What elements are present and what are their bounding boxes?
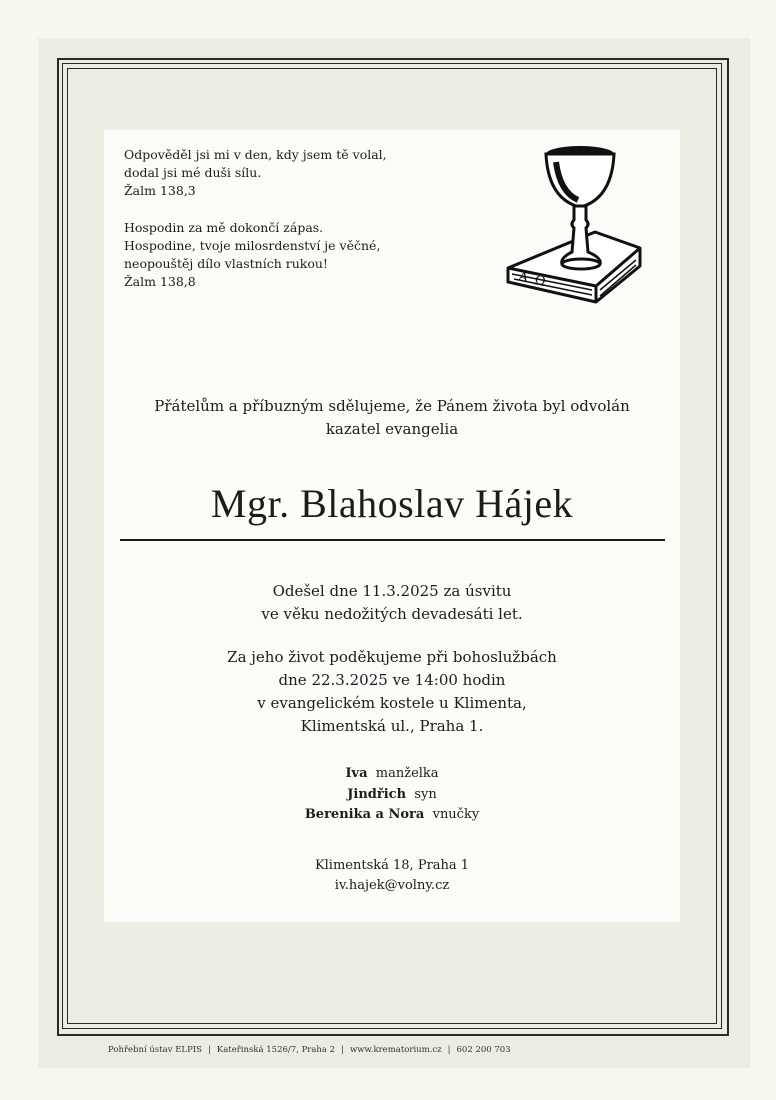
psalm1-line: Odpověděl jsi mi v den, kdy jsem tě volal,: [124, 147, 387, 162]
psalm-quote-2: [124, 219, 424, 291]
death-line: ve věku nedožitých devadesáti let.: [261, 605, 523, 623]
footer-company: Pohřební ústav ELPIS: [108, 1045, 202, 1055]
death-line: Odešel dne 11.3.2025 za úsvitu: [272, 582, 512, 600]
footer: Pohřební ústav ELPIS | Kateřinská 1526/7, Praha 2 | www.krematorium.cz | 602 200 703: [108, 1045, 511, 1055]
service-line: Za jeho život poděkujeme při bohoslužbách: [227, 648, 557, 666]
psalm2-line: Hospodin za mě dokončí zápas.: [124, 220, 324, 235]
psalm2-reference: Žalm 138,8: [124, 274, 196, 289]
family-list: [104, 764, 680, 826]
contact-info: [104, 856, 680, 896]
footer-web[interactable]: www.krematorium.cz: [349, 1045, 442, 1055]
service-line: v evangelickém kostele u Klimenta,: [257, 694, 527, 712]
psalm1-reference: Žalm 138,3: [124, 183, 196, 198]
psalm-quote-1: [124, 146, 424, 200]
psalm1-line: dodal jsi mé duši sílu.: [124, 165, 262, 180]
chalice-on-bible-icon: [500, 140, 650, 312]
deceased-name: Mgr. Blahoslav Hájek: [210, 481, 574, 526]
service-info: [104, 646, 680, 738]
announcement: [104, 395, 680, 441]
family-member: Jindřich syn: [347, 786, 437, 802]
announcement-line: Přátelům a příbuzným sdělujeme, že Pánem života byl odvolán: [154, 397, 630, 415]
psalm2-line: Hospodine, tvoje milosrdenství je věčné,: [124, 238, 381, 253]
footer-address: Kateřinská 1526/7, Praha 2: [216, 1045, 336, 1055]
service-line: dne 22.3.2025 ve 14:00 hodin: [278, 671, 506, 689]
svg-text:Ω: Ω: [533, 273, 547, 291]
name-underline: [120, 539, 665, 541]
death-notice: [104, 580, 680, 626]
announcement-line: kazatel evangelia: [325, 420, 459, 438]
family-member: Berenika a Nora vnučky: [304, 807, 480, 822]
footer-phone: 602 200 703: [456, 1045, 511, 1055]
service-line: Klimentská ul., Praha 1.: [300, 717, 484, 735]
contact-address: Klimentská 18, Praha 1: [314, 858, 470, 873]
psalm2-line: neopouštěj dílo vlastních rukou!: [124, 256, 328, 271]
svg-text:A: A: [517, 269, 530, 286]
family-member: Iva manželka: [345, 766, 439, 781]
contact-email: iv.hajek@volny.cz: [334, 878, 450, 893]
